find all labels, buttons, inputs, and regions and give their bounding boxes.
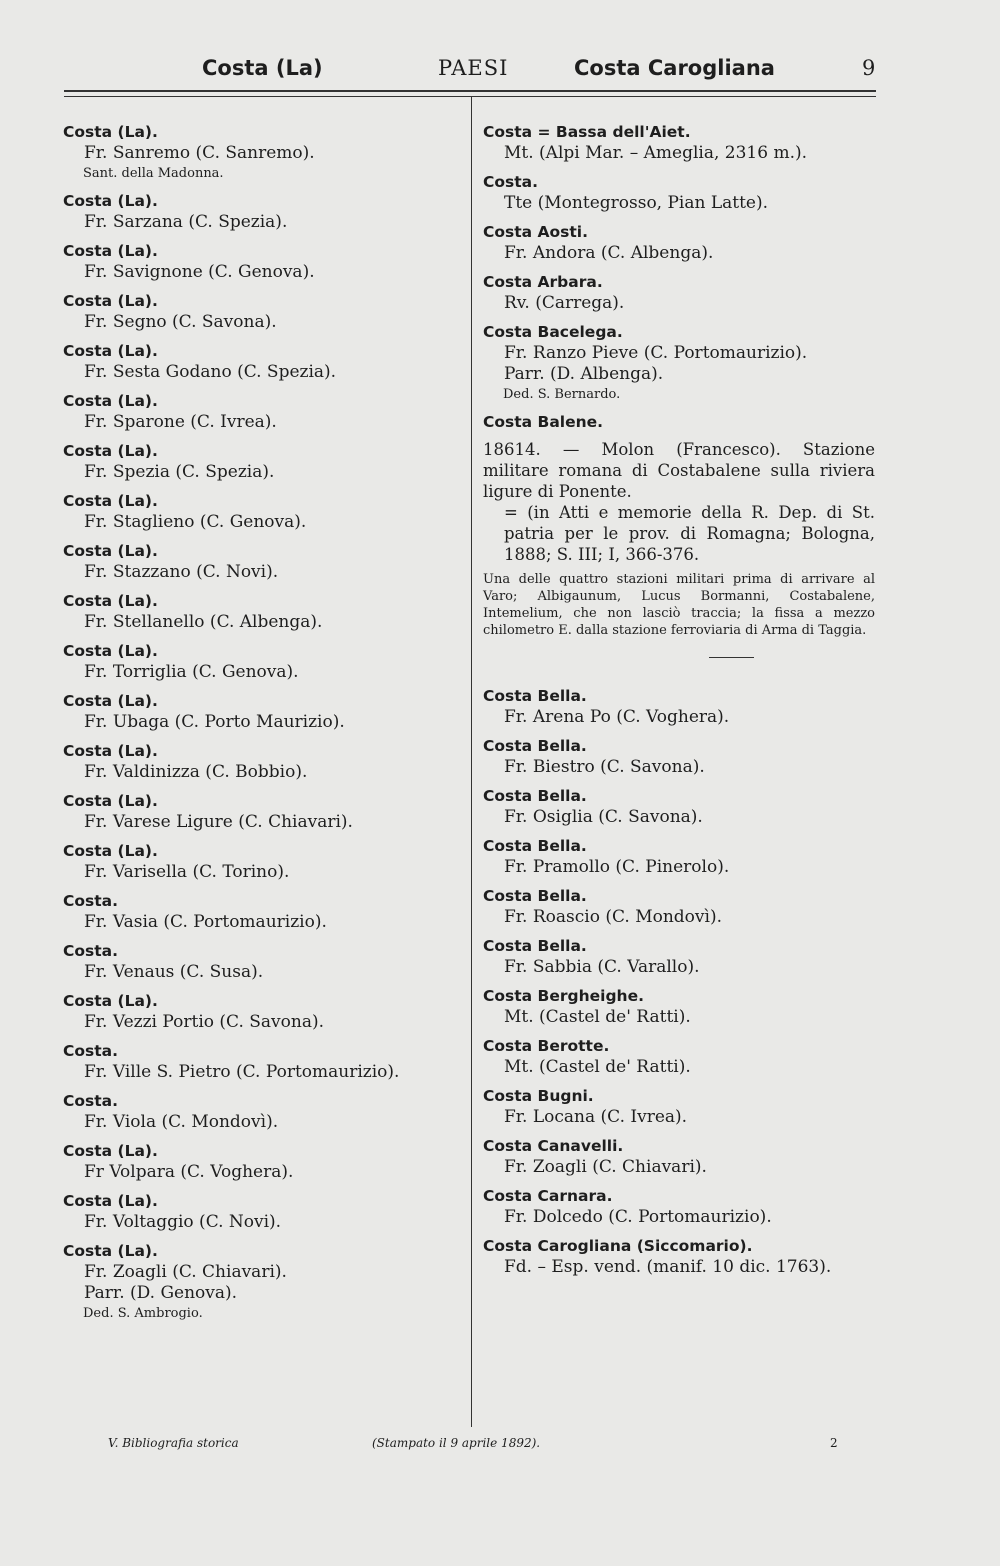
entry-heading: Costa Bella. <box>483 737 587 755</box>
entry-heading: Costa Bella. <box>483 687 587 705</box>
entry-line: Fr. Stellanello (C. Albenga). <box>84 612 323 632</box>
entry-heading: Costa Arbara. <box>483 273 603 291</box>
entry-line: Parr. (D. Genova). <box>84 1283 238 1303</box>
entry-heading: Costa (La). <box>63 842 158 860</box>
entry-line: Fr. Voltaggio (C. Novi). <box>84 1212 282 1232</box>
balene-note: Una delle quattro stazioni militari prima di arrivare al Varo; Albigaunum, Lucus Bormanni, Costabalene, Intemelium, che non lasciò traccia; la fissa a mezzo chilometro E. dalla stazione ferroviaria di Arma di Taggia. <box>483 572 875 638</box>
entry-heading: Costa (La). <box>63 123 158 141</box>
entry-line: Fr. Ranzo Pieve (C. Portomaurizio). <box>504 343 808 363</box>
entry-heading: Costa (La). <box>63 492 158 510</box>
entry-line: Fr. Savignone (C. Genova). <box>84 262 315 282</box>
entry-line: Mt. (Castel de' Ratti). <box>504 1007 691 1027</box>
entry-line: Fr. Pramollo (C. Pinerolo). <box>504 857 730 877</box>
entry-heading: Costa (La). <box>63 542 158 560</box>
entry-heading: Costa (La). <box>63 342 158 360</box>
entry-line: Fr. Zoagli (C. Chiavari). <box>84 1262 287 1282</box>
entry-heading: Costa (La). <box>63 192 158 210</box>
page-number: 9 <box>862 56 876 80</box>
entry <box>483 736 875 778</box>
entry-line: Fd. – Esp. vend. (manif. 10 dic. 1763). <box>504 1257 832 1277</box>
right-bottom-entries <box>483 686 875 1278</box>
entry-line: Fr. Vezzi Portio (C. Savona). <box>84 1012 324 1032</box>
entry-line: Parr. (D. Albenga). <box>504 364 664 384</box>
entry-heading: Costa. <box>63 892 119 910</box>
entry <box>63 691 463 733</box>
entry <box>483 886 875 928</box>
entry-line: Fr. Viola (C. Mondovì). <box>84 1112 279 1132</box>
entry <box>63 841 463 883</box>
entry-heading: Costa Bella. <box>483 887 587 905</box>
entry <box>483 172 875 214</box>
entry-line: Mt. (Castel de' Ratti). <box>504 1057 691 1077</box>
entry <box>483 1236 875 1278</box>
entry-line: Fr. Osiglia (C. Savona). <box>504 807 703 827</box>
entry <box>63 1091 463 1133</box>
entry <box>63 991 463 1033</box>
entry-heading: Costa Balene. <box>483 413 604 431</box>
entry <box>483 986 875 1028</box>
entry <box>63 541 463 583</box>
entry <box>483 272 875 314</box>
entry-heading: Costa (La). <box>63 1142 158 1160</box>
entry-line: Fr. Biestro (C. Savona). <box>504 757 705 777</box>
entry-heading: Costa Bacelega. <box>483 323 623 341</box>
entry-line: Tte (Montegrosso, Pian Latte). <box>504 193 769 213</box>
entry <box>63 441 463 483</box>
entry-line: Fr. Zoagli (C. Chiavari). <box>504 1157 707 1177</box>
entry-line: Mt. (Alpi Mar. – Ameglia, 2316 m.). <box>504 143 808 163</box>
entry-line: Fr. Varisella (C. Torino). <box>84 862 290 882</box>
entry-note: Ded. S. Ambrogio. <box>83 1306 203 1321</box>
entry <box>483 122 875 164</box>
entry-heading: Costa (La). <box>63 392 158 410</box>
entry-note: Sant. della Madonna. <box>83 166 224 181</box>
entry-line: Rv. (Carrega). <box>504 293 625 313</box>
entry <box>63 191 463 233</box>
entry-line: Fr. Spezia (C. Spezia). <box>84 462 275 482</box>
entry-heading: Costa. <box>63 1042 119 1060</box>
entry-heading: Costa Bergheighe. <box>483 987 644 1005</box>
entry <box>63 122 463 183</box>
entry-heading: Costa = Bassa dell'Aiet. <box>483 123 691 141</box>
entry-heading: Costa (La). <box>63 692 158 710</box>
entry-heading: Costa Bella. <box>483 787 587 805</box>
entry-line: Fr. Sarzana (C. Spezia). <box>84 212 288 232</box>
entry <box>63 391 463 433</box>
entry <box>63 341 463 383</box>
entry <box>483 1036 875 1078</box>
right-top-entries <box>483 122 875 433</box>
section-rule <box>709 657 754 658</box>
right-column <box>483 122 875 1286</box>
entry <box>63 291 463 333</box>
entry <box>483 1086 875 1128</box>
entry-heading: Costa (La). <box>63 992 158 1010</box>
entry-line: Fr. Sabbia (C. Varallo). <box>504 957 700 977</box>
entry-line: Fr. Sesta Godano (C. Spezia). <box>84 362 337 382</box>
entry-line: Fr. Ubaga (C. Porto Maurizio). <box>84 712 345 732</box>
entry-line: Fr. Segno (C. Savona). <box>84 312 277 332</box>
entry <box>63 591 463 633</box>
entry <box>63 1041 463 1083</box>
entry <box>483 222 875 264</box>
entry-line: Fr. Vasia (C. Portomaurizio). <box>84 912 327 932</box>
entry-heading: Costa Bugni. <box>483 1087 594 1105</box>
entry-line: Fr. Varese Ligure (C. Chiavari). <box>84 812 353 832</box>
footer-center: (Stampato il 9 aprile 1892). <box>372 1436 541 1450</box>
column-divider <box>471 97 472 1427</box>
entry-heading: Costa Carnara. <box>483 1187 613 1205</box>
entry-heading: Costa. <box>63 942 119 960</box>
entry-line: Fr. Locana (C. Ivrea). <box>504 1107 688 1127</box>
entry-heading: Costa (La). <box>63 742 158 760</box>
entry-line: Fr. Sanremo (C. Sanremo). <box>84 143 315 163</box>
entry-line: Fr. Ville S. Pietro (C. Portomaurizio). <box>84 1062 400 1082</box>
header-left: Costa (La) <box>202 56 323 80</box>
entry <box>63 891 463 933</box>
entry <box>63 1191 463 1233</box>
entry-heading: Costa Carogliana (Siccomario). <box>483 1237 753 1255</box>
left-column <box>63 122 463 1331</box>
entry-heading: Costa Berotte. <box>483 1037 610 1055</box>
entry-heading: Costa. <box>63 1092 119 1110</box>
entry-line: Fr. Staglieno (C. Genova). <box>84 512 307 532</box>
entry-line: Fr. Torriglia (C. Genova). <box>84 662 299 682</box>
header-rule-thin <box>64 96 876 97</box>
page-header <box>62 56 877 90</box>
entry-line: Fr. Roascio (C. Mondovì). <box>504 907 722 927</box>
entry <box>63 791 463 833</box>
entry-heading: Costa (La). <box>63 592 158 610</box>
entry <box>63 641 463 683</box>
entry <box>63 241 463 283</box>
entry-heading: Costa (La). <box>63 442 158 460</box>
entry-line: Fr. Arena Po (C. Voghera). <box>504 707 730 727</box>
entry-line: Fr. Sparone (C. Ivrea). <box>84 412 277 432</box>
entry <box>63 491 463 533</box>
footer-left: V. Bibliografia storica <box>108 1436 239 1450</box>
entry-heading: Costa. <box>483 173 539 191</box>
entry-heading: Costa (La). <box>63 642 158 660</box>
header-rule <box>64 90 876 92</box>
entry-heading: Costa Canavelli. <box>483 1137 624 1155</box>
entry-heading: Costa (La). <box>63 1192 158 1210</box>
entry <box>63 741 463 783</box>
entry <box>483 836 875 878</box>
entry-heading: Costa (La). <box>63 292 158 310</box>
entry-heading: Costa Bella. <box>483 937 587 955</box>
entry <box>483 1136 875 1178</box>
entry <box>63 1141 463 1183</box>
entry <box>63 1241 463 1323</box>
entry-heading: Costa (La). <box>63 792 158 810</box>
entry <box>63 941 463 983</box>
entry-heading: Costa Bella. <box>483 837 587 855</box>
entry-heading: Costa Aosti. <box>483 223 588 241</box>
entry-line: Fr. Andora (C. Albenga). <box>504 243 714 263</box>
entry-line: Fr. Stazzano (C. Novi). <box>84 562 279 582</box>
entry <box>483 936 875 978</box>
entry <box>483 1186 875 1228</box>
header-right: Costa Carogliana <box>574 56 775 80</box>
balene-publication: = (in Atti e memorie della R. Dep. di St. patria per le prov. di Romagna; Bologna, 1888; S. III; I, 366-376. <box>504 503 875 564</box>
footer-signature: 2 <box>830 1436 838 1450</box>
entry-heading: Costa (La). <box>63 1242 158 1260</box>
header-center: PAESI <box>438 56 509 80</box>
entry <box>483 786 875 828</box>
entry <box>483 412 875 433</box>
entry-line: Fr. Valdinizza (C. Bobbio). <box>84 762 308 782</box>
balene-reference: 18614. — Molon (Francesco). Stazione militare romana di Costabalene sulla riviera ligure di Ponente. <box>483 440 875 501</box>
entry-line: Fr. Dolcedo (C. Portomaurizio). <box>504 1207 772 1227</box>
entry-line: Fr Volpara (C. Voghera). <box>84 1162 294 1182</box>
entry <box>483 322 875 404</box>
entry <box>483 686 875 728</box>
entry-heading: Costa (La). <box>63 242 158 260</box>
entry-note: Ded. S. Bernardo. <box>503 387 621 402</box>
entry-line: Fr. Venaus (C. Susa). <box>84 962 264 982</box>
